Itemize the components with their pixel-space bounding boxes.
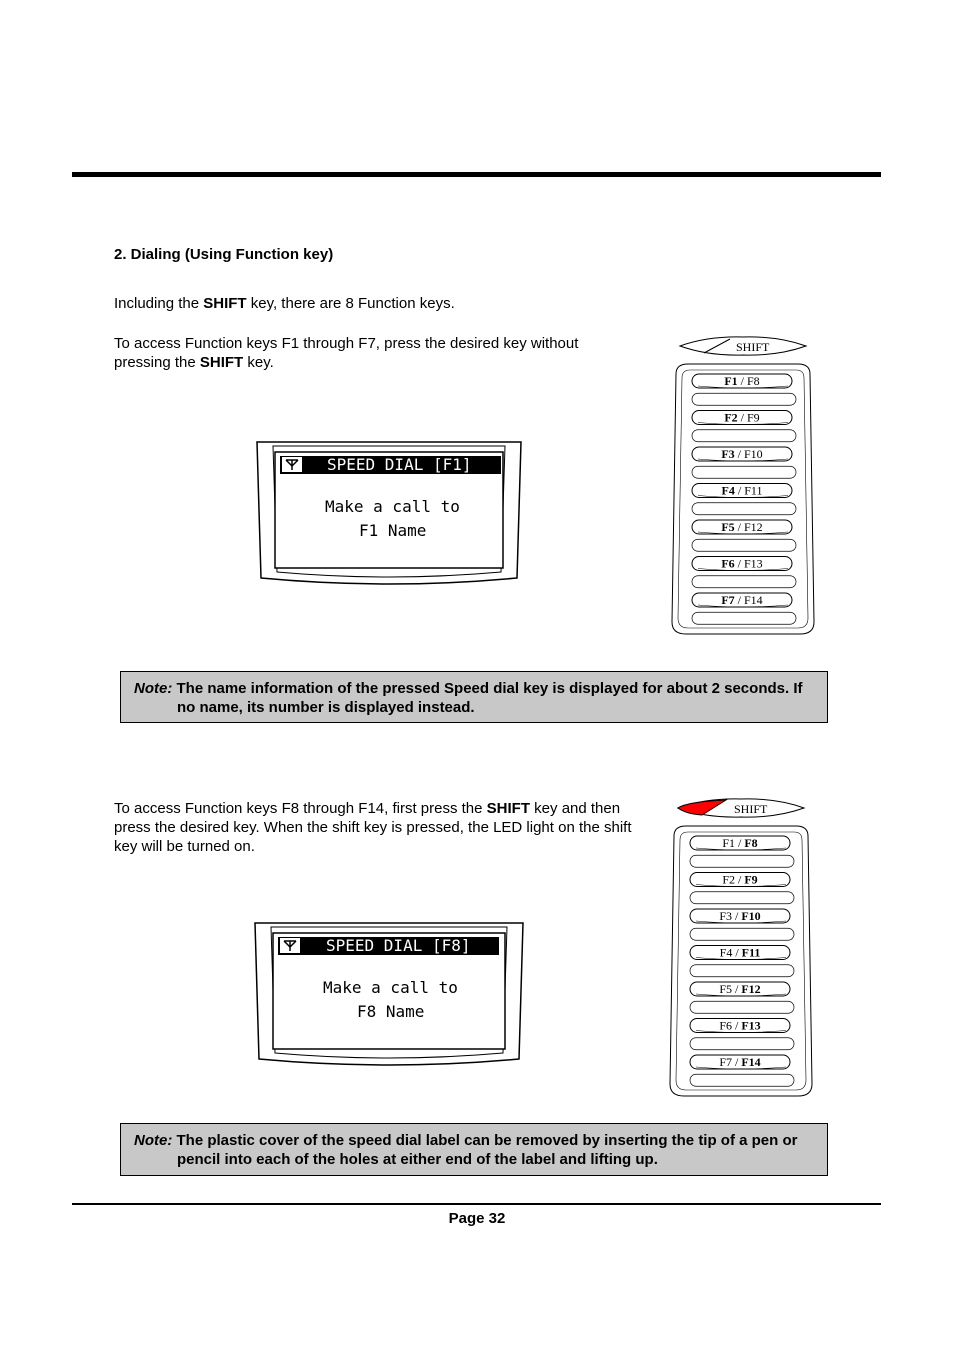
function-key-label: F4 / F11 [719, 945, 761, 960]
shift-key[interactable] [680, 337, 806, 355]
note-text: The name information of the pressed Speed dial key is displayed for about 2 seconds. If no name, its number is displayed instead. [176, 680, 803, 716]
shift-key-label: SHIFT [736, 340, 770, 354]
function-key-label: F5 / F12 [721, 520, 763, 534]
function-key-f2[interactable] [692, 411, 792, 425]
function-key-f1[interactable] [690, 836, 790, 850]
function-key-label: F3 / F10 [719, 909, 761, 923]
function-key-label: F2 / F9 [724, 410, 760, 425]
function-key-f1[interactable] [692, 374, 792, 388]
lcd-header: SPEED DIAL [F8] [326, 936, 471, 955]
lcd-display-f8 [251, 917, 527, 1069]
note-text: The plastic cover of the speed dial label can be removed by inserting the tip of a pen or pencil into each of the holes at either end of the label and lifting up. [176, 1132, 798, 1168]
function-key-f5[interactable] [692, 520, 792, 534]
note-box-1 [120, 671, 828, 723]
function-key-f6[interactable] [690, 1019, 790, 1033]
note-label: Note: [134, 1132, 173, 1149]
function-key-label: F6 / F13 [721, 556, 763, 571]
lcd-line-2: F8 Name [357, 1002, 425, 1021]
page-number: Page 32 [448, 1210, 506, 1227]
lcd-line-1: Make a call to [323, 978, 458, 997]
note-label: Note: [134, 680, 173, 697]
function-key-label: F7 / F14 [721, 593, 763, 607]
lcd-line-2: F1 Name [359, 521, 427, 540]
function-key-label: F1 / F8 [724, 374, 760, 388]
shift-key-led-on[interactable] [678, 799, 804, 817]
function-key-f7[interactable] [690, 1055, 790, 1069]
lcd-line-1: Make a call to [325, 497, 460, 516]
bottom-rule [72, 1203, 881, 1205]
function-key-f2[interactable] [690, 873, 790, 887]
function-key-f3[interactable] [692, 447, 792, 461]
antenna-icon [280, 938, 300, 953]
function-key-f7[interactable] [692, 593, 792, 607]
function-key-f4[interactable] [690, 946, 790, 960]
paragraph-f1-f7: To access Function keys F1 through F7, press the desired key without pressing the SHIFT key. [114, 335, 579, 371]
function-key-label: F7 / F14 [719, 1055, 761, 1069]
section-heading: 2. Dialing (Using Function key) [114, 246, 334, 263]
paragraph-function-keys-count: Including the SHIFT key, there are 8 Function keys. [114, 295, 455, 312]
function-key-f5[interactable] [690, 982, 790, 996]
function-key-label: F2 / F9 [722, 872, 758, 887]
paragraph-f8-f14: To access Function keys F8 through F14, first press the SHIFT key and then press the desired key. When the shift key is pressed, the LED light on the shift key will be turned on. [114, 800, 632, 855]
function-keypad-1 [668, 332, 818, 638]
top-rule [72, 172, 881, 177]
function-key-f4[interactable] [692, 484, 792, 498]
function-key-label: F4 / F11 [721, 483, 763, 498]
lcd-display-f1 [253, 436, 525, 588]
function-keypad-2 [666, 794, 816, 1100]
function-key-f3[interactable] [690, 909, 790, 923]
note-box-2 [120, 1123, 828, 1176]
function-key-label: F3 / F10 [721, 447, 763, 461]
function-key-label: F5 / F12 [719, 982, 761, 996]
lcd-header: SPEED DIAL [F1] [327, 455, 472, 474]
function-key-f6[interactable] [692, 557, 792, 571]
shift-key-label: SHIFT [734, 802, 768, 816]
antenna-icon [282, 457, 302, 472]
function-key-label: F6 / F13 [719, 1018, 761, 1033]
function-key-label: F1 / F8 [722, 836, 758, 850]
